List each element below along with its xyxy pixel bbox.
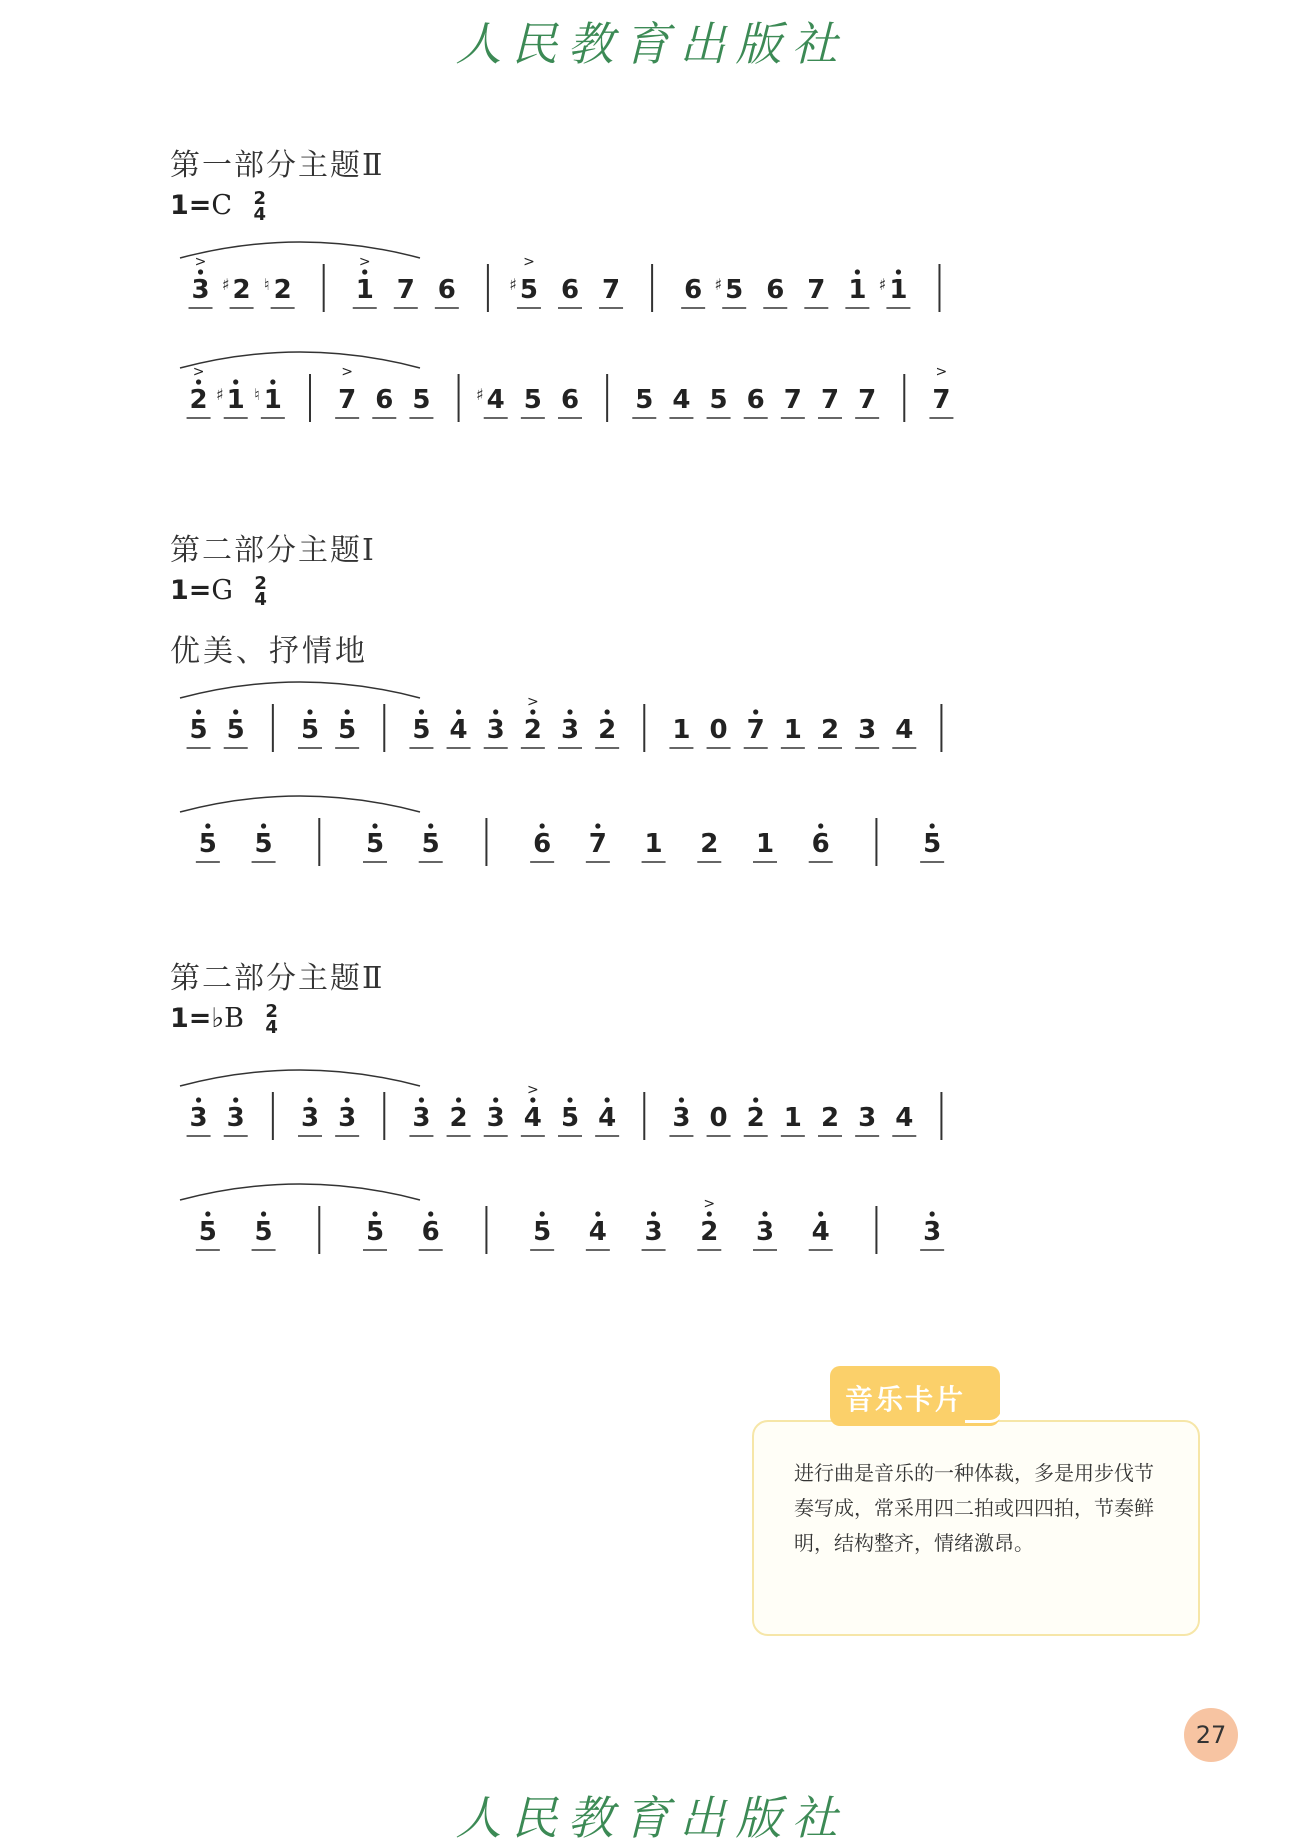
note: 7 (783, 385, 802, 415)
music-card-text: 进行曲是音乐的一种体裁，多是用步伐节奏写成，常采用四二拍或四四拍，节奏鲜明，结构整齐，情绪激昂。 (794, 1461, 1154, 1555)
accent-mark: > (194, 254, 207, 270)
note: 3 (755, 1217, 775, 1247)
note: 5 (189, 715, 208, 745)
note: 4 (486, 385, 505, 415)
accent-mark: > (935, 364, 948, 380)
note: 6 (560, 275, 580, 305)
note: 1 (755, 829, 775, 859)
note: 6 (560, 385, 580, 415)
octave-dot (372, 823, 377, 828)
publisher-logo-top: 人民教育出版社 (455, 17, 848, 71)
note: 7 (338, 385, 357, 415)
octave-dot (428, 823, 433, 828)
accidental: ♯ (475, 385, 484, 404)
accent-mark: > (526, 1082, 539, 1098)
octave-dot (530, 709, 535, 714)
note: 1 (644, 829, 663, 859)
note: 5 (365, 1217, 385, 1247)
note: 5 (412, 715, 431, 745)
note: 3 (226, 1103, 245, 1133)
note: 2 (273, 275, 292, 305)
octave-dot (456, 709, 461, 714)
octave-dot (595, 823, 600, 828)
note: 6 (746, 385, 765, 415)
section-title-1: 第一部分主题Ⅱ (170, 148, 385, 183)
octave-dot (419, 1097, 424, 1102)
octave-dot (205, 823, 210, 828)
note: 2 (700, 1217, 719, 1247)
note: 7 (396, 275, 415, 305)
octave-dot (456, 1097, 461, 1102)
note: 5 (421, 829, 440, 859)
note: 0 (709, 1103, 728, 1133)
note: 3 (672, 1103, 691, 1133)
note: 3 (486, 715, 505, 745)
key-signature-2: 1=G 2 4 (170, 572, 267, 610)
tempo-marking: 优美、抒情地 (170, 634, 368, 669)
note: 7 (602, 275, 621, 305)
octave-dot (540, 1211, 545, 1216)
octave-dot-high (896, 269, 901, 274)
accent-mark: > (341, 364, 354, 380)
accidental: ♯ (878, 275, 887, 294)
note: 1 (889, 275, 908, 305)
note: 2 (700, 829, 719, 859)
octave-dot (419, 709, 424, 714)
accent-mark: > (526, 694, 539, 710)
slur (180, 796, 420, 812)
octave-dot (707, 1211, 712, 1216)
octave-dot (818, 823, 823, 828)
note: 4 (672, 385, 691, 415)
note: 2 (232, 275, 251, 305)
note: 5 (560, 1103, 580, 1133)
note: 3 (300, 1103, 320, 1133)
note: 6 (684, 275, 703, 305)
note: 3 (191, 275, 210, 305)
accidental: ♯ (215, 385, 224, 404)
note: 1 (672, 715, 691, 745)
octave-dot (345, 709, 350, 714)
note: 0 (709, 715, 728, 745)
accidental: ♮ (253, 385, 260, 404)
accent-mark: > (703, 1196, 716, 1212)
slur (180, 1070, 420, 1086)
octave-dot-high (233, 379, 238, 384)
note: 4 (523, 1103, 542, 1133)
page-number: 27 (1184, 1708, 1238, 1762)
octave-dot (567, 1097, 572, 1102)
note: 3 (486, 1103, 505, 1133)
note: 4 (588, 1217, 607, 1247)
octave-dot (493, 1097, 498, 1102)
octave-dot (307, 1097, 312, 1102)
accidental: ♯ (221, 275, 230, 294)
note: 5 (709, 385, 728, 415)
note: 1 (783, 1103, 802, 1133)
octave-dot (753, 1097, 758, 1102)
note: 6 (437, 275, 456, 305)
note: 4 (449, 715, 468, 745)
music-card-title: 音乐卡片 (844, 1383, 965, 1416)
note: 3 (338, 1103, 357, 1133)
accidental: ♯ (509, 275, 517, 294)
note: 5 (300, 715, 320, 745)
note: 1 (783, 715, 802, 745)
note: 1 (263, 385, 282, 415)
note: 4 (598, 1103, 617, 1133)
octave-dot (605, 1097, 610, 1102)
note: 5 (523, 385, 542, 415)
note: 5 (412, 385, 431, 415)
octave-dot (930, 823, 935, 828)
octave-dot (679, 1097, 684, 1102)
note: 3 (644, 1217, 663, 1247)
note: 5 (338, 715, 357, 745)
octave-dot (261, 823, 266, 828)
note: 3 (412, 1103, 431, 1133)
octave-dot-high (198, 269, 203, 274)
note: 2 (820, 1103, 840, 1133)
note: 5 (254, 1217, 273, 1247)
note: 6 (766, 275, 785, 305)
publisher-logo-bottom: 人民教育出版社 (455, 1791, 848, 1845)
note: 5 (198, 1217, 217, 1247)
octave-dot (762, 1211, 767, 1216)
note: 3 (858, 715, 877, 745)
octave-dot (753, 709, 758, 714)
octave-dot (493, 709, 498, 714)
note: 4 (895, 715, 914, 745)
note: 7 (858, 385, 877, 415)
octave-dot-high (270, 379, 275, 384)
note: 6 (533, 829, 552, 859)
slur (180, 1184, 420, 1200)
note: 7 (932, 385, 951, 415)
note: 1 (355, 275, 374, 305)
note: 2 (746, 1103, 765, 1133)
section-title-3: 第二部分主题Ⅱ (170, 961, 385, 996)
octave-dot (196, 1097, 201, 1102)
note: 2 (523, 715, 542, 745)
octave-dot-high (362, 269, 367, 274)
octave-dot (567, 709, 572, 714)
note: 5 (365, 829, 385, 859)
octave-dot (428, 1211, 433, 1216)
note: 3 (189, 1103, 208, 1133)
slur (180, 352, 420, 368)
key-signature-3: 1=♭B 2 4 (170, 1000, 278, 1038)
accent-mark: > (192, 364, 205, 380)
note: 5 (226, 715, 245, 745)
octave-dot (540, 823, 545, 828)
accidental: ♯ (714, 275, 723, 294)
note: 3 (858, 1103, 877, 1133)
octave-dot (651, 1211, 656, 1216)
time-signature-3: 2 4 (265, 1000, 278, 1038)
slur (180, 242, 420, 258)
octave-dot (307, 709, 312, 714)
note: 5 (533, 1217, 552, 1247)
slur (180, 682, 420, 698)
note: 4 (811, 1217, 830, 1247)
octave-dot (595, 1211, 600, 1216)
note: 6 (375, 385, 394, 415)
note: 5 (254, 829, 273, 859)
note: 2 (820, 715, 840, 745)
accidental: ♮ (263, 275, 270, 294)
note: 2 (598, 715, 617, 745)
octave-dot-high (196, 379, 201, 384)
time-signature-1: 2 4 (253, 187, 267, 225)
note: 5 (923, 829, 942, 859)
note: 6 (811, 829, 830, 859)
octave-dot (930, 1211, 935, 1216)
key-signature-1: 1=C 2 4 (170, 187, 267, 225)
octave-dot (261, 1211, 266, 1216)
note: 7 (746, 715, 765, 745)
octave-dot (233, 1097, 238, 1102)
octave-dot (372, 1211, 377, 1216)
note: 1 (226, 385, 245, 415)
note: 7 (820, 385, 840, 415)
note: 1 (848, 275, 867, 305)
time-signature-2: 2 4 (254, 572, 267, 610)
note: 5 (635, 385, 654, 415)
octave-dot (233, 709, 238, 714)
note: 5 (519, 275, 538, 305)
section-title-2: 第二部分主题Ⅰ (170, 533, 376, 568)
accent-mark: > (523, 254, 535, 270)
note: 3 (560, 715, 580, 745)
octave-dot (818, 1211, 823, 1216)
note: 5 (725, 275, 744, 305)
note: 5 (198, 829, 217, 859)
note: 3 (923, 1217, 942, 1247)
octave-dot-high (855, 269, 860, 274)
octave-dot (196, 709, 201, 714)
note: 2 (189, 385, 208, 415)
note: 4 (895, 1103, 914, 1133)
octave-dot (205, 1211, 210, 1216)
octave-dot (605, 709, 610, 714)
octave-dot (530, 1097, 535, 1102)
note: 7 (807, 275, 826, 305)
note: 6 (421, 1217, 440, 1247)
note: 7 (588, 829, 607, 859)
accent-mark: > (358, 254, 371, 270)
octave-dot (345, 1097, 350, 1102)
note: 2 (449, 1103, 468, 1133)
